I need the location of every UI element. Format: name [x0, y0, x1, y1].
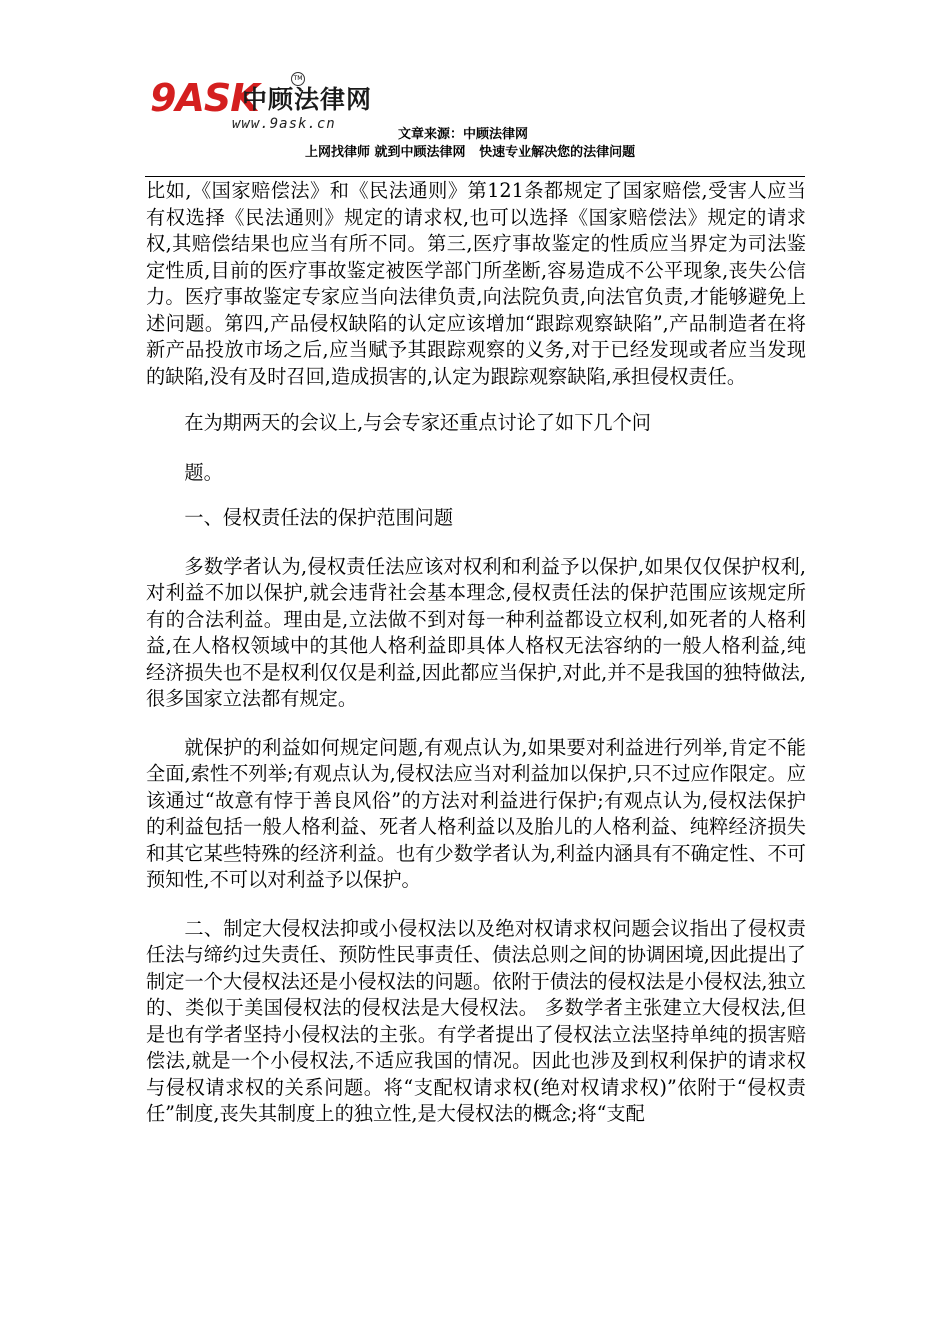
logo-brand-mark: 9ASK — [150, 76, 259, 120]
header-divider — [145, 176, 805, 177]
logo-site-name: 中顾法律网 — [242, 85, 373, 114]
trademark-icon: TM — [291, 72, 305, 86]
paragraph-majority-view: 多数学者认为,侵权责任法应该对权利和利益予以保护,如果仅仅保护权利,对利益不加以保护,就会违背社会基本理念,侵权责任法的保护范围应该规定所有的合法利益。理由是,立法做不到对每一种利益都设立权利,如死者的人格利益,在人格权领域中的其他人格利益即具体人格权无法容纳的一般人格利益,纯经济损失也不是权利仅仅是利益,因此都应当保护,对此,并不是我国的独特做法,很多国家立法都有规定。 — [146, 554, 806, 710]
article-source: 文章来源：中顾法律网 — [398, 127, 529, 142]
section-heading-protection-scope: 一、侵权责任法的保护范围问题 — [184, 506, 454, 529]
paragraph-tort-law-scale: 二、制定大侵权法抑或小侵权法以及绝对权请求权问题会议指出了侵权责任法与缔约过失责任、预防性民事责任、债法总则之间的协调困境,因此提出了制定一个大侵权法还是小侵权法的问题。依附于债法的侵权法是小侵权法,独立的、类似于美国侵权法的侵权法是大侵权法。 多数学者主张建立大侵权法,但是也有学者坚持小侵权法的主张。有学者提出了侵权法立法坚持单纯的损害赔偿法,就是一个小侵权法,不适应我国的情况。因此也涉及到权利保护的请求权与侵权请求权的关系问题。将“支配权请求权(绝对权请求权)”依附于“侵权责任”制度,丧失其制度上的独立性,是大侵权法的概念;将“支配 — [146, 916, 806, 1125]
paragraph-meeting-intro-end: 题。 — [184, 460, 223, 484]
paragraph-meeting-intro: 在为期两天的会议上,与会专家还重点讨论了如下几个问 — [184, 411, 651, 434]
site-slogan: 上网找律师 就到中顾法律网 快速专业解决您的法律问题 — [305, 145, 636, 160]
logo-url: www.9ask.cn — [232, 116, 336, 132]
article-body — [146, 178, 806, 1128]
paragraph-continuation: 比如,《国家赔偿法》和《民法通则》第121条都规定了国家赔偿,受害人应当有权选择《民法通则》规定的请求权,也可以选择《国家赔偿法》规定的请求权,其赔偿结果也应当有所不同。第三,医疗事故鉴定的性质应当界定为司法鉴定性质,目前的医疗事故鉴定被医学部门所垄断,容易造成不公平现象,丧失公信力。医疗事故鉴定专家应当向法律负责,向法院负责,向法官负责,才能够避免上述问题。第四,产品侵权缺陷的认定应该增加“跟踪观察缺陷”,产品制造者在将新产品投放市场之后,应当赋予其跟踪观察的义务,对于已经发现或者应当发现的缺陷,没有及时召回,造成损害的,认定为跟踪观察缺陷,承担侵权责任。 — [146, 179, 806, 388]
site-logo[interactable] — [150, 74, 390, 144]
paragraph-interest-regulation: 就保护的利益如何规定问题,有观点认为,如果要对利益进行列举,肯定不能全面,索性不列举;有观点认为,侵权法应当对利益加以保护,只不过应作限定。应该通过“故意有悖于善良风俗”的方法对利益进行保护;有观点认为,侵权法保护的利益包括一般人格利益、死者人格利益以及胎儿的人格利益、纯粹经济损失和其它某些特殊的经济利益。也有少数学者认为,利益内涵具有不确定性、不可预知性,不可以对利益予以保护。 — [146, 735, 806, 891]
